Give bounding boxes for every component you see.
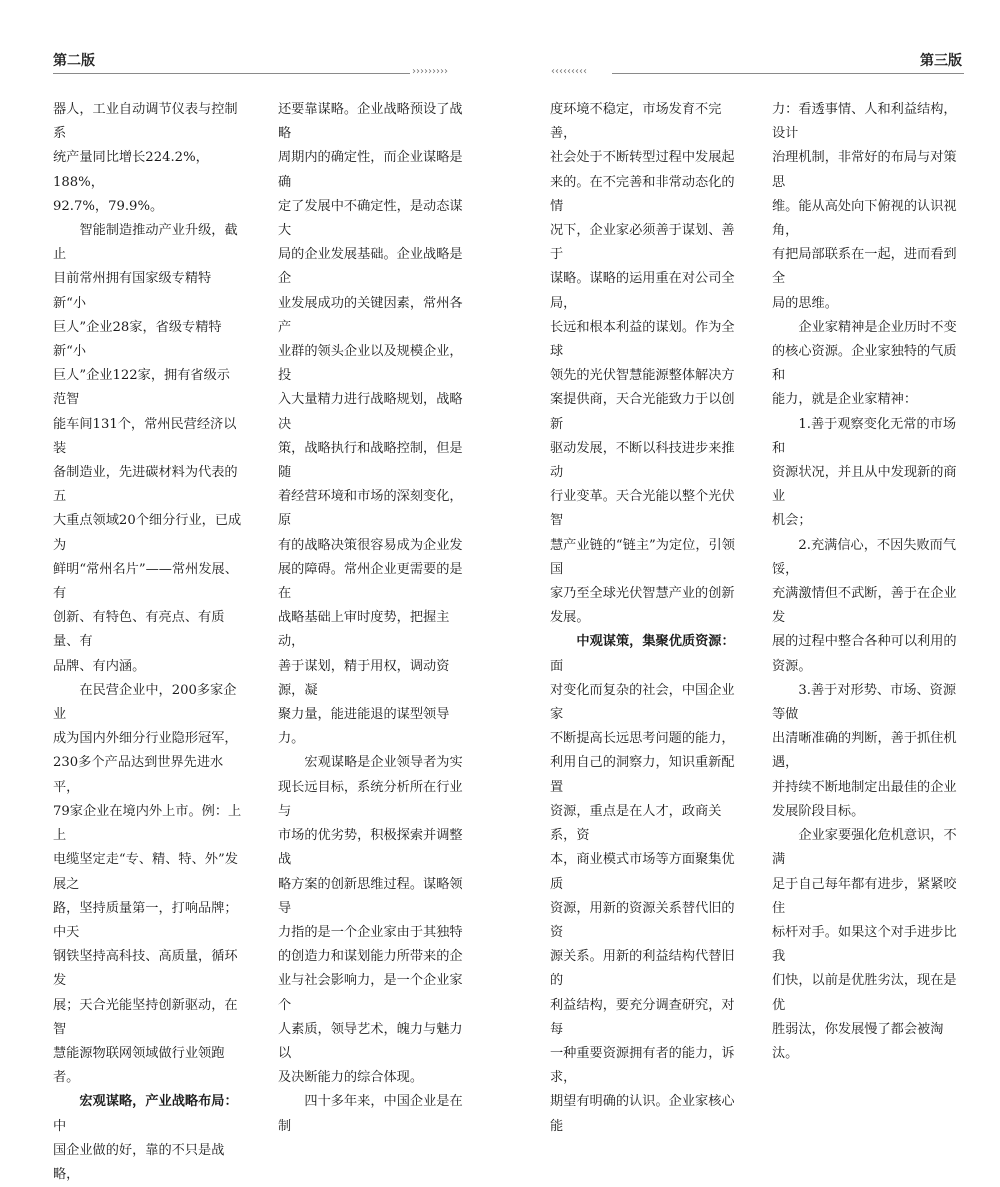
text-line: 胜弱汰，你发展慢了都会被淘汰。 <box>772 1021 944 1061</box>
text-line: 展的过程中整合各种可以利用的 <box>772 634 957 650</box>
text-line: 案提供商，天合光能致力于以创新 <box>550 392 735 432</box>
text-line: 现长远目标，系统分析所在行业与 <box>278 779 463 819</box>
text-line: 社会处于不断转型过程中发展起 <box>550 150 735 166</box>
text-line: 路，坚持质量第一，打响品牌；中天 <box>53 900 238 940</box>
text-line: 维。能从高处向下俯视的认识视角， <box>772 198 957 239</box>
text-line: 统产量同比增长224.2%，188%， <box>53 150 209 190</box>
chevron-right-icon: ››››››››› <box>412 66 448 77</box>
text-line: 及决断能力的综合体现。 <box>278 1070 424 1086</box>
text-line: 1.善于观察变化无常的市场和 <box>772 416 957 456</box>
text-line: 周期内的确定性，而企业谋略是确 <box>278 150 463 190</box>
text-line: 期望有明确的认识。企业家核心能 <box>550 1094 735 1134</box>
text-line: 充满激情但不武断，善于在企业发 <box>772 586 957 626</box>
chevron-left-icon: ‹‹‹‹‹‹‹‹‹ <box>551 66 587 77</box>
text-line: 资源。 <box>772 658 812 674</box>
text-line: 国企业做的好，靠的不只是战略， <box>53 1142 225 1182</box>
text-line: 大重点领域20个细分行业，已成为 <box>53 513 242 553</box>
text-line: 来的。在不完善和非常动态化的情 <box>550 174 735 214</box>
page-label-right: 第三版 <box>920 53 962 69</box>
text-line <box>53 1090 243 1138</box>
text-line: 治理机制，非常好的布局与对策思 <box>772 150 957 190</box>
text-line: 在民营企业中，200多家企业 <box>53 682 237 723</box>
text-line: 市场的优劣势，积极探索并调整战 <box>278 828 463 868</box>
text-line: 发展。 <box>550 610 590 626</box>
text-line: 慧产业链的“链主”为定位，引领国 <box>550 537 735 577</box>
text-line: 能车间131个，常州民营经济以装 <box>53 416 237 456</box>
section-heading: 宏观谋略，产业战略布局： <box>79 1094 238 1110</box>
page-label-left: 第二版 <box>53 53 95 69</box>
text-line: 况下，企业家必须善于谋划、善于 <box>550 223 735 263</box>
text-line: 业群的领头企业以及规模企业，投 <box>278 344 463 384</box>
text-line: 发展阶段目标。 <box>772 803 865 819</box>
text-line: 的核心资源。企业家独特的气质和 <box>772 344 957 384</box>
text-run: 面 <box>550 658 564 674</box>
text-line: 目前常州拥有国家级专精特新“小 <box>53 271 212 311</box>
text-line: 人素质，领导艺术，魄力与魅力以 <box>278 1021 463 1061</box>
text-line: 业与社会影响力，是一个企业家个 <box>278 973 463 1013</box>
text-line: 79家企业在境内外上市。例：上上 <box>53 803 242 844</box>
text-line: 备制造业，先进碳材料为代表的五 <box>53 465 238 505</box>
text-line: 对变化而复杂的社会，中国企业家 <box>550 682 735 723</box>
text-line: 2.充满信心，不因失败而气馁， <box>772 537 957 577</box>
text-line: 企业家要强化危机意识，不满 <box>772 828 957 868</box>
text-line: 们快，以前是优胜劣汰，现在是优 <box>772 973 957 1013</box>
text-line: 有的战略决策很容易成为企业发 <box>278 537 463 553</box>
text-line: 略方案的创新思维过程。谋略领导 <box>278 876 463 916</box>
text-line <box>550 630 740 678</box>
text-line: 不断提高长远思考问题的能力， <box>550 731 735 747</box>
text-line: 力指的是一个企业家由于其独特 <box>278 924 463 940</box>
header-rule-right <box>612 73 964 74</box>
text-line: 巨人”企业122家，拥有省级示范智 <box>53 368 230 408</box>
text-line: 入大量精力进行战略规划，战略决 <box>278 392 463 432</box>
text-line: 的创造力和谋划能力所带来的企 <box>278 949 463 965</box>
text-line: 创新、有特色、有亮点、有质量、有 <box>53 610 225 650</box>
text-line: 还要靠谋略。企业战略预设了战略 <box>278 102 463 142</box>
text-line: 领先的光伏智慧能源整体解决方 <box>550 368 735 384</box>
text-line: 利益结构，要充分调查研究，对每 <box>550 997 735 1037</box>
text-line: 标杆对手。如果这个对手进步比我 <box>772 924 957 965</box>
text-line: 局的企业发展基础。企业战略是企 <box>278 247 463 287</box>
text-line: 机会； <box>772 513 812 529</box>
text-line: 成为国内外细分行业隐形冠军， <box>53 731 238 747</box>
text-line: 善于谋划，精于用权，调动资源，凝 <box>278 658 450 698</box>
text-line: 巨人”企业28家，省级专精特新“小 <box>53 319 222 360</box>
text-line: 能力，就是企业家精神： <box>772 392 918 408</box>
text-line: 钢铁坚持高科技、高质量，循环发 <box>53 949 238 989</box>
text-line: 企业家精神是企业历时不变 <box>798 319 957 335</box>
text-column-3 <box>550 98 740 1139</box>
text-line: 行业变革。天合光能以整个光伏智 <box>550 489 735 529</box>
header-rule-left <box>53 73 410 74</box>
text-column-2 <box>278 98 468 1139</box>
text-line: 本，商业模式市场等方面聚集优质 <box>550 852 735 892</box>
text-line: 一种重要资源拥有者的能力，诉求， <box>550 1045 735 1086</box>
text-line: 展；天合光能坚持创新驱动，在智 <box>53 997 238 1037</box>
text-line: 电缆坚定走“专、精、特、外”发展之 <box>53 852 238 892</box>
text-line: 品牌、有内涵。 <box>53 658 146 674</box>
text-line: 利用自己的洞察力，知识重新配置 <box>550 755 735 795</box>
text-line: 源关系。用新的利益结构代替旧的 <box>550 949 735 989</box>
text-line: 策，战略执行和战略控制，但是随 <box>278 440 463 481</box>
text-line: 出清晰准确的判断，善于抓住机遇， <box>772 731 957 771</box>
text-line: 着经营环境和市场的深刻变化，原 <box>278 489 463 529</box>
text-line: 展的障碍。常州企业更需要的是在 <box>278 561 463 602</box>
text-line: 器人，工业自动调节仪表与控制系 <box>53 102 238 142</box>
section-heading: 中观谋策，集聚优质资源： <box>576 634 735 650</box>
text-line: 业发展成功的关键因素，常州各产 <box>278 295 463 335</box>
text-line: 聚力量，能进能退的谋型领导力。 <box>278 707 450 747</box>
text-line: 足于自己每年都有进步，紧紧咬住 <box>772 876 957 916</box>
text-line: 长远和根本利益的谋划。作为全球 <box>550 319 735 360</box>
text-line: 3.善于对形势、市场、资源等做 <box>772 682 957 723</box>
text-run: 中 <box>53 1118 67 1134</box>
text-line: 局的思维。 <box>772 295 838 311</box>
text-line: 有把局部联系在一起，进而看到全 <box>772 247 957 287</box>
text-line: 定了发展中不确定性，是动态谋大 <box>278 198 463 239</box>
text-line: 智能制造推动产业升级，截止 <box>53 223 238 263</box>
text-line: 家乃至全球光伏智慧产业的创新 <box>550 586 735 602</box>
text-line: 230多个产品达到世界先进水平， <box>53 755 224 795</box>
text-line: 驱动发展，不断以科技进步来推动 <box>550 440 735 481</box>
text-column-1 <box>53 98 243 1187</box>
text-column-4 <box>772 98 964 1066</box>
text-line: 并持续不断地制定出最佳的企业 <box>772 779 957 795</box>
text-line: 资源，用新的资源关系替代旧的资 <box>550 900 735 940</box>
text-line: 谋略。谋略的运用重在对公司全局， <box>550 271 735 311</box>
text-line: 宏观谋略是企业领导者为实 <box>304 755 463 771</box>
text-line: 资源，重点是在人才，政商关系，资 <box>550 803 722 844</box>
text-line: 四十多年来，中国企业是在制 <box>278 1094 463 1134</box>
text-line: 力：看透事情、人和利益结构，设计 <box>772 102 957 142</box>
text-line: 度环境不稳定，市场发育不完善， <box>550 102 722 142</box>
text-line: 92.7%，79.9%。 <box>53 198 164 214</box>
text-line: 鲜明“常州名片”——常州发展、有 <box>53 561 238 602</box>
text-line: 慧能源物联网领域做行业领跑者。 <box>53 1045 225 1086</box>
text-line: 战略基础上审时度势，把握主动， <box>278 610 450 650</box>
text-line: 资源状况，并且从中发现新的商业 <box>772 465 957 505</box>
